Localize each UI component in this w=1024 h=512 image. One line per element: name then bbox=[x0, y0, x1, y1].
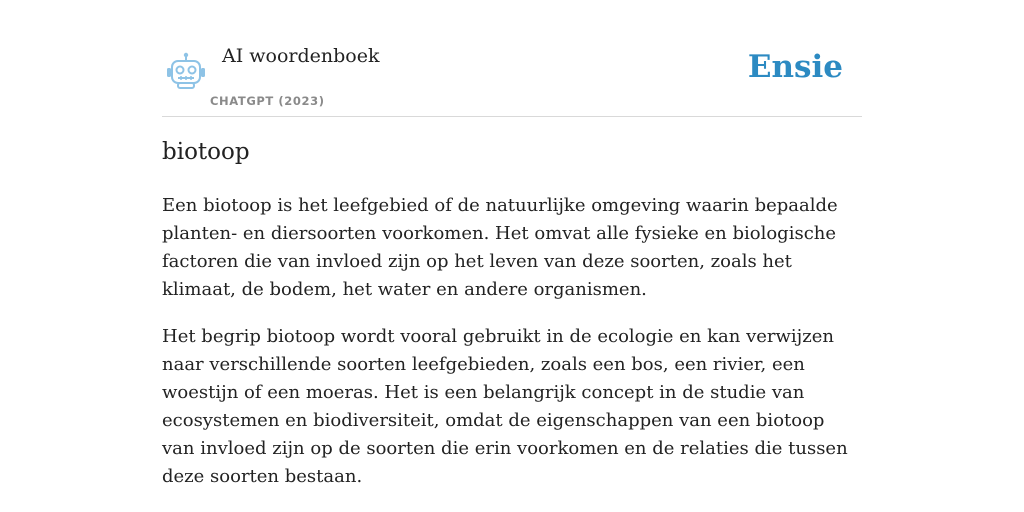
source-label: CHATGPT (2023) bbox=[210, 94, 325, 108]
definition-paragraph: Het begrip biotoop wordt vooral gebruikt in de ecologie en kan verwijzen naar verschillende soorten leefgebieden, zoals een bos, een rivier, een woestijn of een moeras. Het is een belangrijk concept in de studie van ecosystemen en biodiversiteit, omdat de eigenschappen van een biotoop van invloed zijn op de soorten die erin voorkomen en de relaties die tussen deze soorten bestaan. bbox=[162, 326, 848, 487]
definition-paragraph: Een biotoop is het leefgebied of de natuurlijke omgeving waarin bepaalde planten- en diersoorten voorkomen. Het omvat alle fysieke en biologische factoren die van invloed zijn op het leven van deze soorten, zoals het klimaat, de bodem, het water en andere organismen. bbox=[162, 195, 838, 300]
brand-logo[interactable]: Ensie bbox=[747, 49, 843, 85]
dictionary-name[interactable]: AI woordenboek bbox=[222, 45, 380, 67]
definition bbox=[162, 192, 862, 510]
page bbox=[162, 0, 862, 487]
header bbox=[162, 0, 862, 117]
entry-term: biotoop bbox=[162, 139, 250, 165]
robot-icon bbox=[166, 52, 206, 90]
